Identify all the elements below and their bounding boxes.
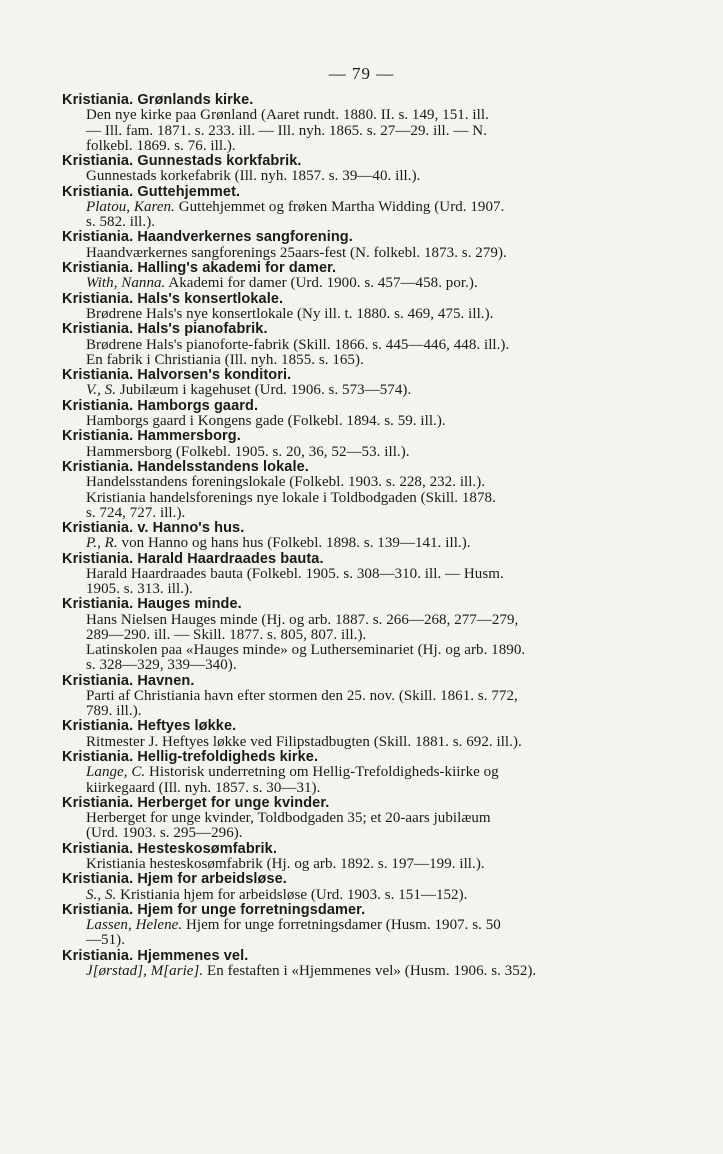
reference — [62, 276, 632, 291]
entry-heading: Kristiania. Heftyes løkke. — [62, 718, 237, 735]
bibliography-entry — [62, 93, 632, 154]
bibliography-entry — [62, 460, 632, 521]
reference-text: s. 724, 727. ill.). — [86, 504, 186, 521]
reference — [62, 445, 632, 460]
reference-text: (Urd. 1903. s. 295—296). — [86, 825, 243, 842]
reference-author: V., S. — [86, 382, 117, 399]
reference-text: Jubilæum i kagehuset (Urd. 1906. s. 573—574). — [119, 382, 412, 399]
reference — [62, 735, 632, 750]
bibliography-entry — [62, 842, 632, 873]
reference-author: Platou, Karen. — [86, 199, 175, 216]
reference-text: Kristiania hesteskosømfabrik (Hj. og arb. 1892. s. 197—199. ill.). — [86, 856, 485, 873]
entry-heading: Kristiania. Grønlands kirke. — [62, 92, 254, 108]
bibliography-entry — [62, 796, 632, 842]
entry-heading: Kristiania. Hamborgs gaard. — [62, 397, 259, 414]
bibliography-entry — [62, 903, 632, 949]
bibliography-entry — [62, 552, 632, 598]
reference — [62, 689, 632, 719]
reference-text: Hjem for unge forretningsdamer (Husm. 1907. s. 50 — [185, 917, 501, 934]
entry-heading: Kristiania. Hauges minde. — [62, 596, 242, 613]
reference — [62, 765, 632, 795]
entry-heading: Kristiania. Hjemmenes vel. — [62, 947, 249, 964]
entry-heading: Kristiania. Gunnestads korkfabrik. — [62, 153, 302, 170]
bibliography-entry — [62, 750, 632, 796]
reference-text: von Hanno og hans hus (Folkebl. 1898. s. 139—141. ill.). — [121, 535, 471, 552]
reference-text: kiirkegaard (Ill. nyh. 1857. s. 30—31). — [86, 779, 321, 796]
reference — [62, 811, 632, 841]
bibliography-entry — [62, 292, 632, 323]
reference — [62, 567, 632, 597]
bibliography-entry — [62, 674, 632, 720]
reference — [62, 536, 632, 551]
bibliography-entry — [62, 368, 632, 399]
reference — [62, 338, 632, 353]
bibliography-entry — [62, 429, 632, 460]
reference-text: — Ill. fam. 1871. s. 233. ill. — Ill. nyh. 1865. s. 27—29. ill. — N. — [86, 122, 487, 139]
reference — [62, 475, 632, 490]
reference — [62, 888, 632, 903]
bibliography-entry — [62, 185, 632, 231]
reference — [62, 307, 632, 322]
reference-text: Latinskolen paa «Hauges minde» og Lutherseminariet (Hj. og arb. 1890. — [86, 642, 526, 659]
reference-author: With, Nanna. — [86, 275, 166, 292]
reference-text: 789. ill.). — [86, 703, 142, 720]
entry-heading: Kristiania. Halling's akademi for damer. — [62, 260, 337, 277]
reference-text: 289—290. ill. — Skill. 1877. s. 805, 807. ill.). — [86, 626, 367, 643]
entry-heading: Kristiania. Hesteskosømfabrik. — [62, 840, 277, 857]
reference-author: P., R. — [86, 535, 118, 552]
reference-text: En festaften i «Hjemmenes vel» (Husm. 1906. s. 352). — [207, 963, 537, 980]
reference — [62, 414, 632, 429]
reference-text: Kristiania hjem for arbeidsløse (Urd. 1903. s. 151—152). — [120, 886, 468, 903]
page-number: — 79 — — [328, 64, 395, 83]
reference — [62, 491, 632, 521]
entry-heading: Kristiania. Hammersborg. — [62, 428, 241, 445]
reference — [62, 353, 632, 368]
entry-heading: Kristiania. Hals's konsertlokale. — [62, 290, 284, 307]
reference-text: Hans Nielsen Hauges minde (Hj. og arb. 1887. s. 266—268, 277—279, — [86, 611, 519, 628]
reference-author: Lassen, Helene. — [86, 917, 183, 934]
entry-heading: Kristiania. Harald Haardraades bauta. — [62, 550, 324, 567]
reference-text: Herberget for unge kvinder, Toldbodgaden 35; et 20-aars jubilæum — [86, 810, 491, 827]
entry-heading: Kristiania. Hjem for unge forretningsdamer. — [62, 901, 366, 918]
reference-text: —51). — [86, 932, 125, 949]
entry-heading: Kristiania. Handelsstandens lokale. — [62, 458, 309, 475]
reference-author: J[ørstad], M[arie]. — [86, 963, 204, 980]
reference — [62, 246, 632, 261]
entry-heading: Kristiania. v. Hanno's hus. — [62, 519, 245, 536]
reference-text: Hamborgs gaard i Kongens gade (Folkebl. 1894. s. 59. ill.). — [86, 413, 446, 430]
reference-text: s. 582. ill.). — [86, 214, 156, 231]
reference — [62, 918, 632, 948]
entry-heading: Kristiania. Hellig-trefoldigheds kirke. — [62, 748, 319, 765]
reference — [62, 200, 632, 230]
reference-text: Brødrene Hals's nye konsertlokale (Ny ill. t. 1880. s. 469, 475. ill.). — [86, 306, 494, 323]
reference-text: Haandværkernes sangforenings 25aars-fest (N. folkebl. 1873. s. 279). — [86, 244, 507, 261]
reference-text: s. 328—329, 339—340). — [86, 657, 237, 674]
reference-text: Gunnestads korkefabrik (Ill. nyh. 1857. s. 39—40. ill.). — [86, 168, 421, 185]
entry-heading: Kristiania. Havnen. — [62, 672, 195, 689]
entry-heading: Kristiania. Hjem for arbeidsløse. — [62, 871, 287, 888]
reference-text: Parti af Christiania havn efter stormen den 25. nov. (Skill. 1861. s. 772, — [86, 687, 518, 704]
reference-text: 1905. s. 313. ill.). — [86, 581, 193, 598]
reference — [62, 383, 632, 398]
reference-text: Harald Haardraades bauta (Folkebl. 1905. s. 308—310. ill. — Husm. — [86, 565, 504, 582]
bibliography-entry — [62, 154, 632, 185]
reference-text: Kristiania handelsforenings nye lokale i Toldbodgaden (Skill. 1878. — [86, 489, 496, 506]
entry-heading: Kristiania. Herberget for unge kvinder. — [62, 794, 330, 811]
reference-text: Hammersborg (Folkebl. 1905. s. 20, 36, 52—53. ill.). — [86, 443, 410, 460]
reference-text: Historisk underretning om Hellig-Trefoldigheds-kiirke og — [149, 764, 499, 781]
bibliography-entry — [62, 872, 632, 903]
reference-text: Akademi for damer (Urd. 1900. s. 457—458. por.). — [168, 275, 478, 292]
reference-text: Handelsstandens foreningslokale (Folkebl. 1903. s. 228, 232. ill.). — [86, 474, 486, 491]
reference — [62, 643, 632, 673]
reference-text: En fabrik i Christiania (Ill. nyh. 1855. s. 165). — [86, 351, 364, 368]
bibliography-entry — [62, 261, 632, 292]
reference — [62, 169, 632, 184]
entry-heading: Kristiania. Haandverkernes sangforening. — [62, 229, 353, 246]
entry-heading: Kristiania. Guttehjemmet. — [62, 183, 241, 200]
reference-text: Brødrene Hals's pianoforte-fabrik (Skill. 1866. s. 445—446, 448. ill.). — [86, 336, 510, 353]
bibliography-entry — [62, 521, 632, 552]
bibliography-entry — [62, 399, 632, 430]
reference — [62, 964, 632, 979]
reference — [62, 613, 632, 643]
bibliography-list — [62, 93, 632, 979]
bibliography-entry — [62, 230, 632, 261]
reference-text: Den nye kirke paa Grønland (Aaret rundt. 1880. II. s. 149, 151. ill. — [86, 107, 489, 124]
bibliography-entry — [62, 597, 632, 673]
reference-text: folkebl. 1869. s. 76. ill.). — [86, 137, 236, 154]
reference-text: Guttehjemmet og frøken Martha Widding (Urd. 1907. — [178, 199, 505, 216]
reference — [62, 857, 632, 872]
bibliography-entry — [62, 719, 632, 750]
reference-author: S., S. — [86, 886, 117, 903]
reference-text: Ritmester J. Heftyes løkke ved Filipstadbugten (Skill. 1881. s. 692. ill.). — [86, 733, 522, 750]
reference — [62, 108, 632, 154]
entry-heading: Kristiania. Halvorsen's konditori. — [62, 367, 292, 384]
bibliography-entry — [62, 949, 632, 980]
bibliography-entry — [62, 322, 632, 368]
reference-author: Lange, C. — [86, 764, 146, 781]
entry-heading: Kristiania. Hals's pianofabrik. — [62, 321, 268, 338]
